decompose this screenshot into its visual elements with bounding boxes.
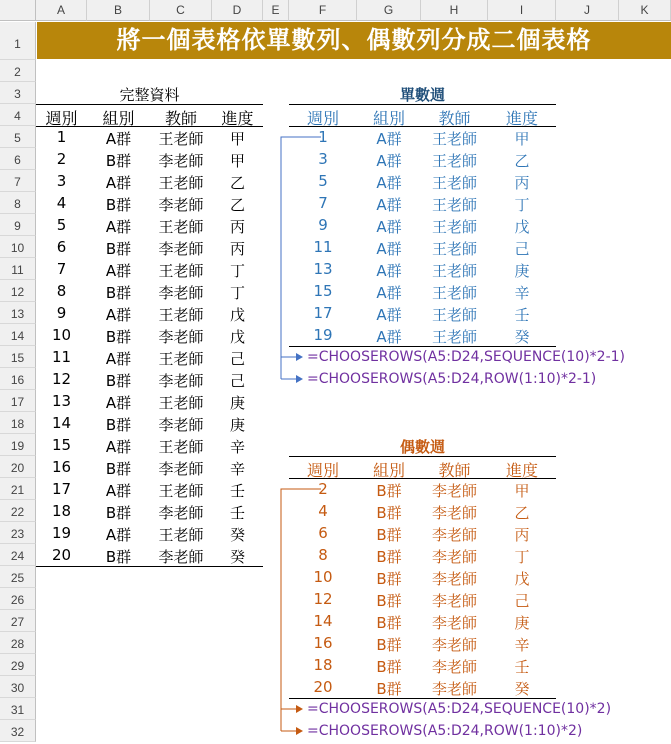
odd_table-data-cell[interactable]: 11 xyxy=(313,238,333,256)
full_table-data-cell[interactable]: 李老師 xyxy=(158,372,204,390)
full_table-data-cell[interactable]: 20 xyxy=(51,546,72,564)
row-header[interactable]: 19 xyxy=(0,434,36,456)
even_table-data-cell[interactable]: B群 xyxy=(376,548,402,566)
even_table-data-cell[interactable]: 李老師 xyxy=(431,614,477,632)
full_table-data-cell[interactable]: A群 xyxy=(105,174,132,192)
even_table-data-cell[interactable]: 李老師 xyxy=(431,482,477,500)
column-header-d[interactable]: D xyxy=(212,0,263,21)
even_table-data-cell[interactable]: 20 xyxy=(313,678,333,696)
row-header[interactable]: 21 xyxy=(0,478,36,500)
odd_table-header-cell: 週別 xyxy=(306,109,339,128)
even_table-data-cell[interactable]: 18 xyxy=(313,656,333,674)
full_table-title: 完整資料 xyxy=(119,86,180,104)
odd_table-data-cell[interactable]: 王老師 xyxy=(431,328,477,346)
full_table-data-cell[interactable]: 辛 xyxy=(229,438,245,456)
full_table-data-cell[interactable]: A群 xyxy=(105,218,132,236)
odd_table-data-cell[interactable]: 7 xyxy=(318,194,328,212)
odd_table-formula[interactable]: =CHOOSEROWS(A5:D24,SEQUENCE(10)*2-1) xyxy=(307,349,625,365)
row-header[interactable]: 12 xyxy=(0,280,36,302)
odd_table-data-cell[interactable]: 19 xyxy=(313,326,333,344)
full_table-data-cell[interactable]: 庚 xyxy=(229,394,245,412)
odd_table-data-cell[interactable]: 乙 xyxy=(514,152,530,170)
column-header-h[interactable]: H xyxy=(421,0,488,21)
odd_table-data-cell[interactable]: 15 xyxy=(313,282,333,300)
full_table-header-cell: 組別 xyxy=(102,109,135,128)
even_table-data-cell[interactable]: 戊 xyxy=(514,570,530,588)
full_table-data-cell[interactable]: B群 xyxy=(105,372,132,390)
odd_table-data-cell[interactable]: 5 xyxy=(318,172,328,190)
odd_table-data-cell[interactable]: 己 xyxy=(514,240,530,258)
full_table-data-cell[interactable]: B群 xyxy=(105,460,132,478)
odd_table-data-cell[interactable]: 壬 xyxy=(514,306,530,324)
full_table-data-cell[interactable]: 王老師 xyxy=(158,306,204,324)
full_table-data-cell[interactable]: B群 xyxy=(105,416,132,434)
row-header[interactable]: 25 xyxy=(0,566,36,588)
odd_table-data-cell[interactable]: 王老師 xyxy=(431,196,477,214)
even_table-data-cell[interactable]: 李老師 xyxy=(431,592,477,610)
even_table-data-cell[interactable]: B群 xyxy=(376,680,402,698)
even_table-data-cell[interactable]: B群 xyxy=(376,636,402,654)
arrow-head-icon xyxy=(296,353,303,361)
full_table-data-cell[interactable]: 丁 xyxy=(229,284,245,302)
odd_table-data-cell[interactable]: 17 xyxy=(313,304,333,322)
full_table-data-cell[interactable]: 王老師 xyxy=(158,438,204,456)
full_table-data-cell[interactable]: 戊 xyxy=(229,328,245,346)
arrow-head-icon xyxy=(296,727,303,735)
full_table-data-cell[interactable]: B群 xyxy=(105,284,132,302)
even_table-header-cell: 教師 xyxy=(438,461,471,480)
row-header[interactable]: 14 xyxy=(0,324,36,346)
full_table-data-cell[interactable]: 李老師 xyxy=(158,504,204,522)
full_table-data-cell[interactable]: 王老師 xyxy=(158,526,204,544)
even_table-data-cell[interactable]: 辛 xyxy=(514,636,530,654)
full_table-data-cell[interactable]: 壬 xyxy=(229,482,245,500)
odd_table-header-cell: 組別 xyxy=(372,109,405,128)
odd_table-data-cell[interactable]: 王老師 xyxy=(431,284,477,302)
row-header[interactable]: 26 xyxy=(0,588,36,610)
full_table-data-cell[interactable]: 甲 xyxy=(229,130,245,148)
row-header[interactable]: 2 xyxy=(0,60,36,82)
full_table-data-cell[interactable]: 17 xyxy=(51,480,72,498)
full_table-data-cell[interactable]: 王老師 xyxy=(158,482,204,500)
full_table-data-cell[interactable]: B群 xyxy=(105,328,132,346)
row-header[interactable]: 17 xyxy=(0,390,36,412)
full_table-data-cell[interactable]: 己 xyxy=(229,350,245,368)
full_table-data-cell[interactable]: 王老師 xyxy=(158,174,204,192)
odd_table-data-cell[interactable]: 甲 xyxy=(514,130,530,148)
full_table-data-cell[interactable]: 丙 xyxy=(229,240,245,258)
even_table-data-cell[interactable]: 李老師 xyxy=(431,680,477,698)
full_table-data-cell[interactable]: B群 xyxy=(105,196,132,214)
row-header[interactable]: 31 xyxy=(0,698,36,720)
odd_table-data-cell[interactable]: A群 xyxy=(376,328,402,346)
full_table-data-cell[interactable]: 18 xyxy=(51,502,72,520)
odd_table-header-cell: 進度 xyxy=(505,109,538,128)
odd_table-data-cell[interactable]: 1 xyxy=(318,128,328,146)
full_table-data-cell[interactable]: 壬 xyxy=(229,504,245,522)
row-header[interactable]: 32 xyxy=(0,720,36,742)
full_table-data-cell[interactable]: 19 xyxy=(51,524,72,542)
full_table-data-cell[interactable]: 王老師 xyxy=(158,262,204,280)
odd_table-data-cell[interactable]: 3 xyxy=(318,150,328,168)
even_table-header-cell: 組別 xyxy=(372,461,405,480)
row-header[interactable]: 13 xyxy=(0,302,36,324)
full_table-header-cell: 週別 xyxy=(45,109,78,128)
full_table-data-cell[interactable]: 李老師 xyxy=(158,196,204,214)
odd_table-data-cell[interactable]: 王老師 xyxy=(431,240,477,258)
full_table-data-cell[interactable]: 王老師 xyxy=(158,218,204,236)
full_table-data-cell[interactable]: 10 xyxy=(51,326,72,344)
full_table-data-cell[interactable]: 16 xyxy=(51,458,72,476)
row-header[interactable]: 24 xyxy=(0,544,36,566)
full_table-data-cell[interactable]: 李老師 xyxy=(158,284,204,302)
even_table-data-cell[interactable]: 14 xyxy=(313,612,333,630)
even_table-data-cell[interactable]: 丁 xyxy=(514,548,530,566)
column-header-j[interactable]: J xyxy=(556,0,619,21)
row-header[interactable]: 8 xyxy=(0,192,36,214)
even_table-data-cell[interactable]: B群 xyxy=(376,526,402,544)
full_table-data-cell[interactable]: 戊 xyxy=(229,306,245,324)
odd_table-data-cell[interactable]: A群 xyxy=(376,152,402,170)
full_table-data-cell[interactable]: 李老師 xyxy=(158,548,204,566)
column-header-k[interactable]: K xyxy=(619,0,671,21)
full_table-data-cell[interactable]: 3 xyxy=(56,172,67,190)
even_table-data-cell[interactable]: 庚 xyxy=(514,614,530,632)
odd_table-data-cell[interactable]: 9 xyxy=(318,216,328,234)
even_table-data-cell[interactable]: 16 xyxy=(313,634,333,652)
full_table-data-cell[interactable]: 2 xyxy=(56,150,67,168)
full_table-data-cell[interactable]: A群 xyxy=(105,526,132,544)
row-header[interactable]: 30 xyxy=(0,676,36,698)
row-header[interactable]: 20 xyxy=(0,456,36,478)
even_table-header-cell: 週別 xyxy=(306,461,339,480)
even_table-data-cell[interactable]: 李老師 xyxy=(431,570,477,588)
full_table-data-cell[interactable]: B群 xyxy=(105,504,132,522)
row-header[interactable]: 5 xyxy=(0,126,36,148)
full_table-data-cell[interactable]: 李老師 xyxy=(158,416,204,434)
even_table-data-cell[interactable]: B群 xyxy=(376,482,402,500)
odd_table-data-cell[interactable]: 辛 xyxy=(514,284,530,302)
full_table-data-cell[interactable]: 1 xyxy=(56,128,67,146)
row-header[interactable]: 27 xyxy=(0,610,36,632)
row-header[interactable]: 3 xyxy=(0,82,36,104)
row-header[interactable]: 28 xyxy=(0,632,36,654)
full_table-data-cell[interactable]: 11 xyxy=(51,348,72,366)
column-header-b[interactable]: B xyxy=(87,0,150,21)
full_table-data-cell[interactable]: A群 xyxy=(105,262,132,280)
row-header[interactable]: 6 xyxy=(0,148,36,170)
odd_table-data-cell[interactable]: 丁 xyxy=(514,196,530,214)
even-connector-arrow xyxy=(281,489,321,735)
row-header[interactable]: 4 xyxy=(0,104,36,126)
full_table-data-cell[interactable]: 癸 xyxy=(229,526,245,544)
row-header[interactable]: 18 xyxy=(0,412,36,434)
odd_table-data-cell[interactable]: A群 xyxy=(376,262,402,280)
full_table-data-cell[interactable]: 李老師 xyxy=(158,240,204,258)
even_table-data-cell[interactable]: 壬 xyxy=(514,658,530,676)
column-header-a[interactable]: A xyxy=(36,0,87,21)
even_table-data-cell[interactable]: B群 xyxy=(376,658,402,676)
full_table-data-cell[interactable]: A群 xyxy=(105,130,132,148)
full_table-data-cell[interactable]: A群 xyxy=(105,350,132,368)
even_table-data-cell[interactable]: 10 xyxy=(313,568,333,586)
odd_table-formula[interactable]: =CHOOSEROWS(A5:D24,ROW(1:10)*2-1) xyxy=(307,371,597,387)
even_table-formula[interactable]: =CHOOSEROWS(A5:D24,ROW(1:10)*2) xyxy=(307,723,583,739)
row-header[interactable]: 10 xyxy=(0,236,36,258)
full_table-header-cell: 教師 xyxy=(164,109,197,128)
even_table-data-cell[interactable]: 李老師 xyxy=(431,526,477,544)
full_table-data-cell[interactable]: 李老師 xyxy=(158,152,204,170)
full_table-data-cell[interactable]: 4 xyxy=(56,194,67,212)
banner-title[interactable]: 將一個表格依單數列、偶數列分成二個表格 xyxy=(37,22,671,59)
even_table-data-cell[interactable]: 12 xyxy=(313,590,333,608)
full_table-data-cell[interactable]: 庚 xyxy=(229,416,245,434)
arrow-head-icon xyxy=(296,375,303,383)
column-header-g[interactable]: G xyxy=(357,0,421,21)
odd_table-header-cell: 教師 xyxy=(438,109,471,128)
even_table-data-cell[interactable]: 己 xyxy=(514,592,530,610)
odd_table-data-cell[interactable]: 癸 xyxy=(514,328,530,346)
column-header-f[interactable]: F xyxy=(289,0,357,21)
full_table-data-cell[interactable]: 辛 xyxy=(229,460,245,478)
row-header[interactable]: 23 xyxy=(0,522,36,544)
full_table-data-cell[interactable]: 乙 xyxy=(229,196,245,214)
full_table-data-cell[interactable]: 李老師 xyxy=(158,328,204,346)
even_table-data-cell[interactable]: 李老師 xyxy=(431,548,477,566)
odd_table-data-cell[interactable]: 庚 xyxy=(514,262,530,280)
even_table-title: 偶數週 xyxy=(399,438,445,456)
full_table-data-cell[interactable]: A群 xyxy=(105,394,132,412)
full_table-header-cell: 進度 xyxy=(221,109,254,128)
row-header[interactable]: 1 xyxy=(0,22,36,60)
odd_table-data-cell[interactable]: 丙 xyxy=(514,174,530,192)
odd_table-data-cell[interactable]: A群 xyxy=(376,196,402,214)
odd_table-data-cell[interactable]: A群 xyxy=(376,284,402,302)
full_table-data-cell[interactable]: 己 xyxy=(229,372,245,390)
full_table-data-cell[interactable]: 癸 xyxy=(229,548,245,566)
odd_table-data-cell[interactable]: 王老師 xyxy=(431,152,477,170)
full_table-data-cell[interactable]: B群 xyxy=(105,152,132,170)
odd_table-data-cell[interactable]: A群 xyxy=(376,218,402,236)
full_table-data-cell[interactable]: 5 xyxy=(56,216,67,234)
even_table-data-cell[interactable]: 李老師 xyxy=(431,636,477,654)
row-header[interactable]: 9 xyxy=(0,214,36,236)
full_table-data-cell[interactable]: 王老師 xyxy=(158,130,204,148)
full_table-data-cell[interactable]: 14 xyxy=(51,414,72,432)
odd_table-data-cell[interactable]: A群 xyxy=(376,174,402,192)
full_table-data-cell[interactable]: 甲 xyxy=(229,152,245,170)
even_table-data-cell[interactable]: 2 xyxy=(318,480,328,498)
even_table-data-cell[interactable]: B群 xyxy=(376,570,402,588)
full_table-data-cell[interactable]: 9 xyxy=(56,304,67,322)
odd_table-data-cell[interactable]: A群 xyxy=(376,130,402,148)
full_table-data-cell[interactable]: A群 xyxy=(105,438,132,456)
row-header[interactable]: 15 xyxy=(0,346,36,368)
even_table-data-cell[interactable]: 癸 xyxy=(514,680,530,698)
full_table-data-cell[interactable]: 王老師 xyxy=(158,350,204,368)
even_table-data-cell[interactable]: 甲 xyxy=(514,482,530,500)
row-header[interactable]: 7 xyxy=(0,170,36,192)
full_table-data-cell[interactable]: 丁 xyxy=(229,262,245,280)
even_table-data-cell[interactable]: 丙 xyxy=(514,526,530,544)
full_table-data-cell[interactable]: 8 xyxy=(56,282,67,300)
even_table-data-cell[interactable]: 乙 xyxy=(514,504,530,522)
full_table-data-cell[interactable]: A群 xyxy=(105,306,132,324)
full_table-data-cell[interactable]: B群 xyxy=(105,548,132,566)
full_table-data-cell[interactable]: A群 xyxy=(105,482,132,500)
even_table-data-cell[interactable]: B群 xyxy=(376,614,402,632)
column-header-c[interactable]: C xyxy=(150,0,212,21)
odd_table-data-cell[interactable]: 王老師 xyxy=(431,218,477,236)
odd_table-data-cell[interactable]: 王老師 xyxy=(431,130,477,148)
full_table-data-cell[interactable]: 6 xyxy=(56,238,67,256)
full_table-data-cell[interactable]: 王老師 xyxy=(158,394,204,412)
row-header[interactable]: 22 xyxy=(0,500,36,522)
full_table-data-cell[interactable]: B群 xyxy=(105,240,132,258)
odd_table-data-cell[interactable]: A群 xyxy=(376,306,402,324)
even_table-data-cell[interactable]: 李老師 xyxy=(431,504,477,522)
even_table-header-cell: 進度 xyxy=(505,461,538,480)
full_table-data-cell[interactable]: 丙 xyxy=(229,218,245,236)
full_table-data-cell[interactable]: 乙 xyxy=(229,174,245,192)
column-header-i[interactable]: I xyxy=(488,0,556,21)
odd_table-title: 單數週 xyxy=(399,86,445,104)
full_table-data-cell[interactable]: 李老師 xyxy=(158,460,204,478)
odd_table-data-cell[interactable]: 王老師 xyxy=(431,262,477,280)
full_table-data-cell[interactable]: 7 xyxy=(56,260,67,278)
odd-connector-arrow xyxy=(281,137,321,383)
even_table-data-cell[interactable]: 8 xyxy=(318,546,328,564)
odd_table-data-cell[interactable]: 王老師 xyxy=(431,306,477,324)
arrow-head-icon xyxy=(296,705,303,713)
row-header[interactable]: 16 xyxy=(0,368,36,390)
row-header[interactable]: 29 xyxy=(0,654,36,676)
odd_table-data-cell[interactable]: A群 xyxy=(376,240,402,258)
odd_table-data-cell[interactable]: 13 xyxy=(313,260,333,278)
full_table-data-cell[interactable]: 15 xyxy=(51,436,72,454)
odd_table-data-cell[interactable]: 王老師 xyxy=(431,174,477,192)
full_table-data-cell[interactable]: 12 xyxy=(51,370,72,388)
even_table-formula[interactable]: =CHOOSEROWS(A5:D24,SEQUENCE(10)*2) xyxy=(307,701,612,717)
row-header[interactable]: 11 xyxy=(0,258,36,280)
odd_table-data-cell[interactable]: 戊 xyxy=(514,218,530,236)
even_table-data-cell[interactable]: B群 xyxy=(376,592,402,610)
even_table-data-cell[interactable]: 6 xyxy=(318,524,328,542)
even_table-data-cell[interactable]: 李老師 xyxy=(431,658,477,676)
full_table-data-cell[interactable]: 13 xyxy=(51,392,72,410)
even_table-data-cell[interactable]: 4 xyxy=(318,502,328,520)
even_table-data-cell[interactable]: B群 xyxy=(376,504,402,522)
column-header-e[interactable]: E xyxy=(263,0,289,21)
